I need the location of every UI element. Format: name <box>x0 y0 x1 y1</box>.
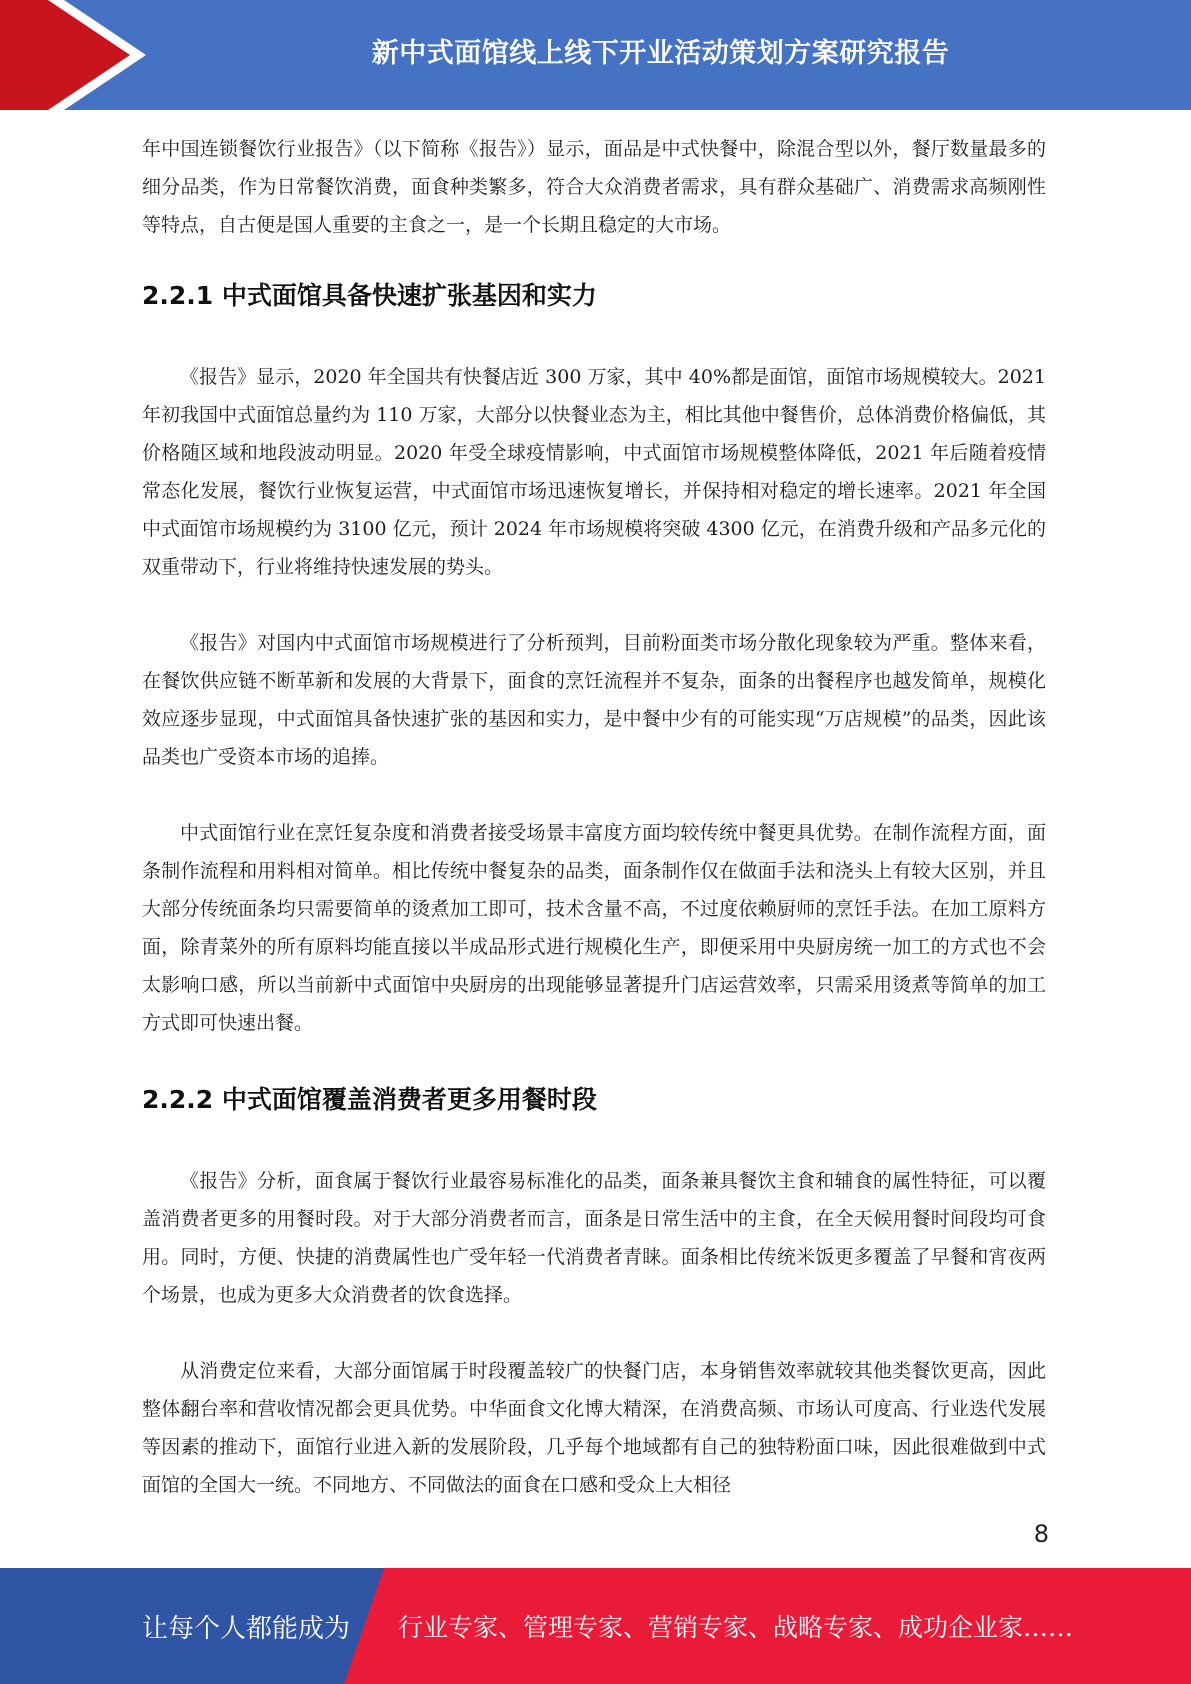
section-heading-2-2-1: 2.2.1 中式面馆具备快速扩张基因和实力 <box>142 281 597 310</box>
body-paragraph: 《报告》显示，2020 年全国共有快餐店近 300 万家，其中 40%都是面馆，面馆市场规模较大。2021 年初我国中式面馆总量约为 110 万家，大部分以快餐业态为主，相比其他中餐售价，总体消费价格偏低，其价格随区域和地段波动明显。2020 年受全球疫情影响，中式面馆市场规模整体降低，2021 年后随着疫情常态化发展，餐饮行业恢复运营，中式面馆市场迅速恢复增长，并保持相对稳定的增长速率。2021 年全国中式面馆市场规模约为 3100 亿元，预计 2024 年市场规模将突破 4300 亿元，在消费升级和产品多元化的双重带动下，行业将维持快速发展的势头。 <box>142 366 1046 578</box>
body-paragraph: 中式面馆行业在烹饪复杂度和消费者接受场景丰富度方面均较传统中餐更具优势。在制作流程方面，面条制作流程和用料相对简单。相比传统中餐复杂的品类，面条制作仅在做面手法和浇头上有较大区别，并且大部分传统面条均只需要简单的烫煮加工即可，技术含量不高，不过度依赖厨师的烹饪手法。在加工原料方面，除青菜外的所有原料均能直接以半成品形式进行规模化生产，即便采用中央厨房统一加工的方式也不会太影响口感，所以当前新中式面馆中央厨房的出现能够显著提升门店运营效率，只需采用烫煮等简单的加工方式即可快速出餐。 <box>142 822 1046 1034</box>
footer-slogan-right: 行业专家、管理专家、营销专家、战略专家、成功企业家…… <box>398 1613 1074 1642</box>
body-paragraph: 《报告》对国内中式面馆市场规模进行了分析预判，目前粉面类市场分散化现象较为严重。整体来看，在餐饮供应链不断革新和发展的大背景下，面食的烹饪流程并不复杂，面条的出餐程序也越发简单，规模化效应逐步显现，中式面馆具备快速扩张的基因和实力，是中餐中少有的可能实现“万店规模”的品类，因此该品类也广受资本市场的追捧。 <box>142 632 1046 768</box>
document-title: 新中式面馆线上线下开业活动策划方案研究报告 <box>371 37 950 69</box>
page-number: 8 <box>1033 1520 1049 1548</box>
page-footer <box>0 1568 1191 1684</box>
body-paragraph: 《报告》分析，面食属于餐饮行业最容易标准化的品类，面条兼具餐饮主食和辅食的属性特征，可以覆盖消费者更多的用餐时段。对于大部分消费者而言，面条是日常生活中的主食，在全天候用餐时间段均可食用。同时，方便、快捷的消费属性也广受年轻一代消费者青睐。面条相比传统米饭更多覆盖了早餐和宵夜两个场景，也成为更多大众消费者的饮食选择。 <box>142 1170 1046 1306</box>
page-content <box>142 130 1046 1504</box>
footer-slogan-left: 让每个人都能成为 <box>142 1613 351 1644</box>
page-header <box>0 0 1191 110</box>
body-paragraph: 从消费定位来看，大部分面馆属于时段覆盖较广的快餐门店，本身销售效率就较其他类餐饮更高，因此整体翻台率和营收情况都会更具优势。中华面食文化博大精深，在消费高频、市场认可度高、行业迭代发展等因素的推动下，面馆行业进入新的发展阶段，几乎每个地域都有自己的独特粉面口味，因此很难做到中式面馆的全国大一统。不同地方、不同做法的面食在口感和受众上大相径 <box>142 1360 1046 1496</box>
section-heading-2-2-2: 2.2.2 中式面馆覆盖消费者更多用餐时段 <box>142 1085 597 1114</box>
intro-paragraph: 年中国连锁餐饮行业报告》（以下简称《报告》）显示，面品是中式快餐中，除混合型以外，餐厅数量最多的细分品类，作为日常餐饮消费，面食种类繁多，符合大众消费者需求，具有群众基础广、消费需求高频刚性等特点，自古便是国人重要的主食之一，是一个长期且稳定的大市场。 <box>142 138 1046 236</box>
